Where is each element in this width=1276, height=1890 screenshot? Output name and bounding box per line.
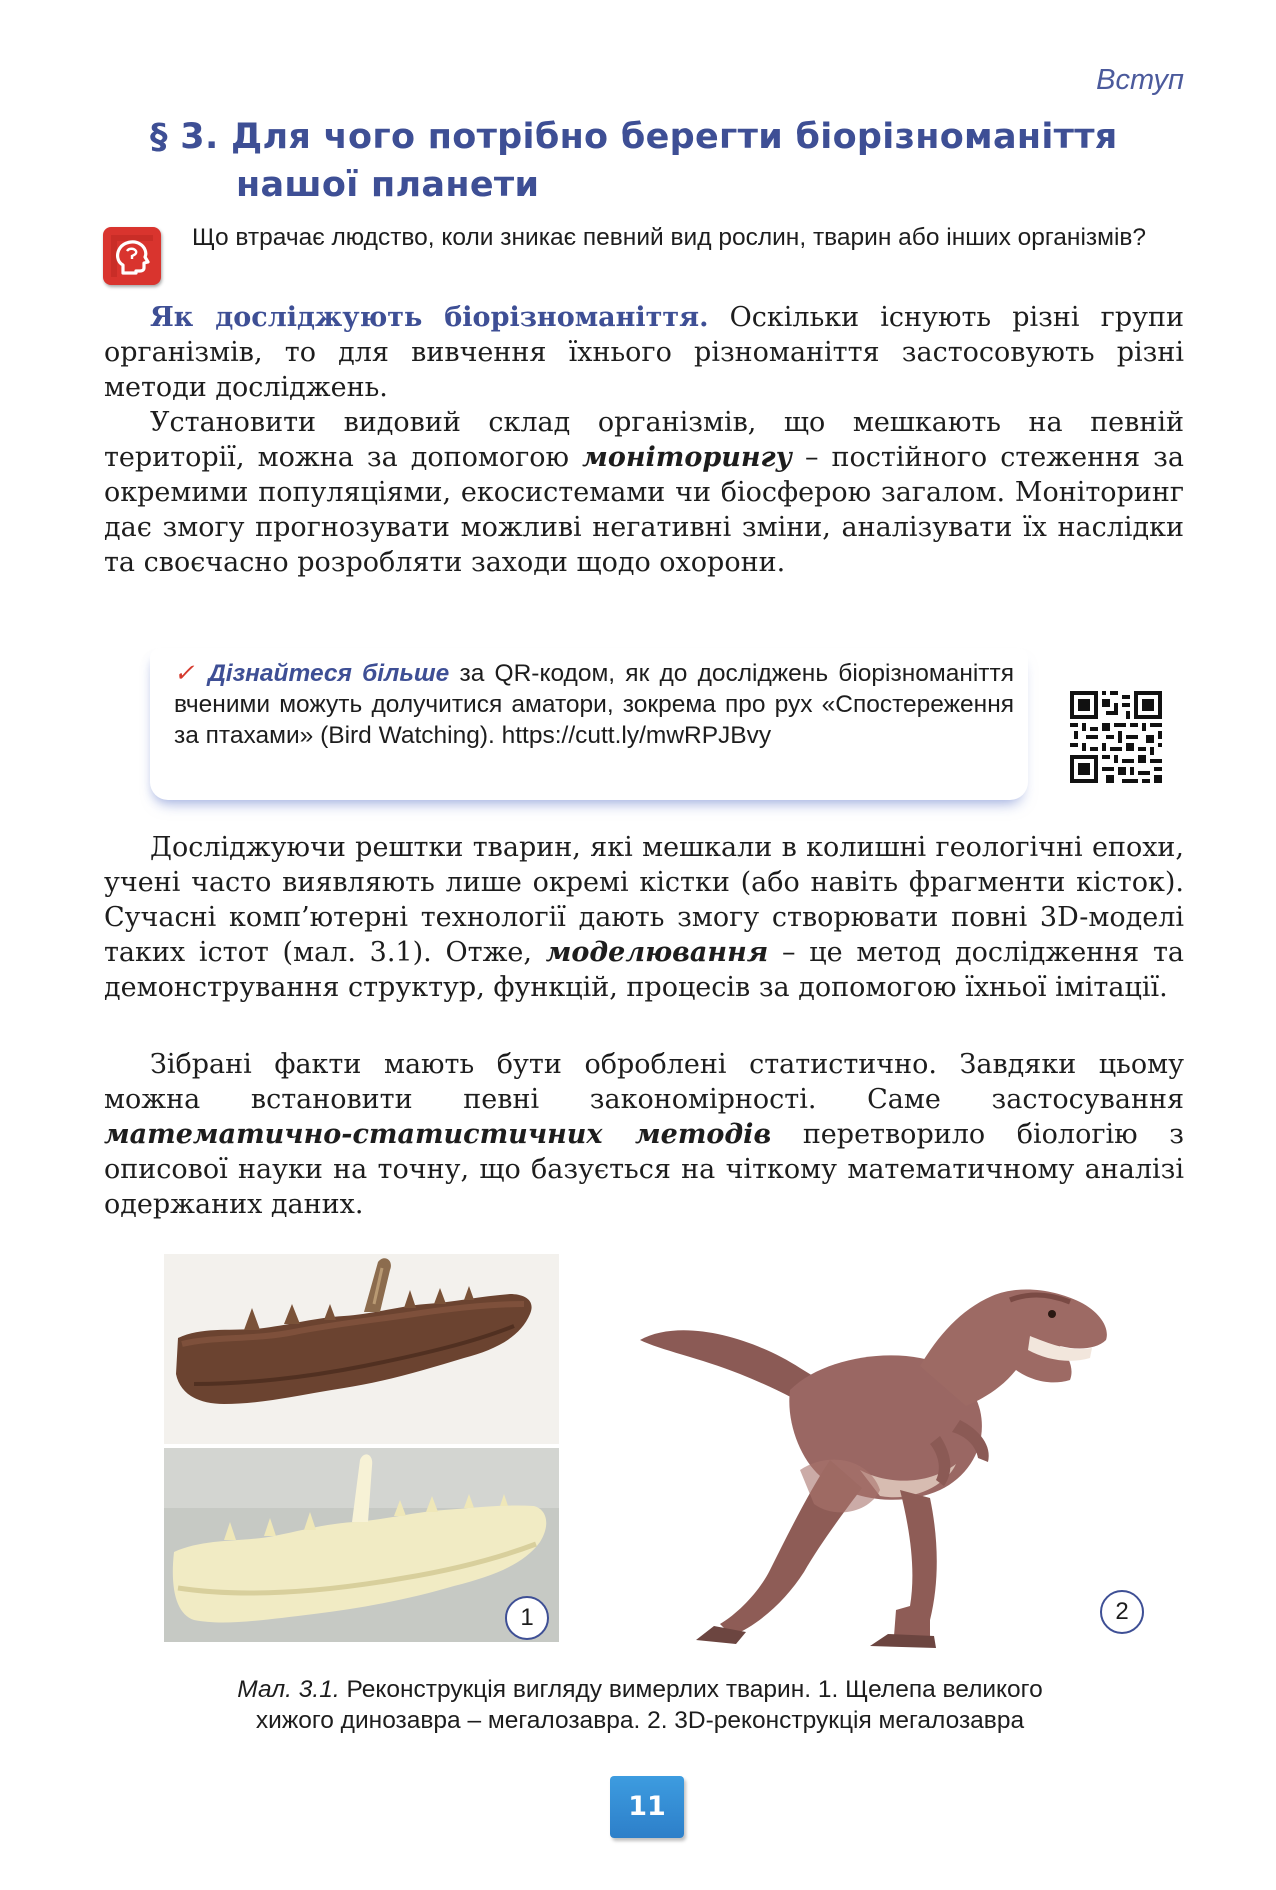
paragraph-text: Досліджуючи рештки тварин, які мешкали в колишні геологічні епохи, учені часто виявляють лише окремі кістки (або навіть фрагменти кісток). Сучасні комп’ютерні технології дають змогу створювати повні 3D-моделі таких істот (мал. 3.1). Отже, (104, 832, 1184, 968)
info-text-body[interactable]: за QR-кодом, як до досліджень біорізноманіття вченими можуть долучитися аматори, зокрема про рух «Спостереження за птахами» (Bird Watching). https://cutt.ly/mwRPJBvy (174, 660, 1014, 749)
question-text: Що втрачає людство, коли зникає певний вид рослин, тварин або інших організмів? (192, 224, 1147, 251)
caption-figure-number: Мал. 3.1. (237, 1676, 340, 1703)
paragraph-modelling (104, 830, 1184, 1005)
paragraph-text: Оскільки існують різні групи організмів, то для вивчення їхнього різноманіття застосовують різні методи досліджень. (104, 302, 1184, 403)
caption-line-2: хижого динозавра – мегалозавра. 2. 3D-реконструкція мегалозавра (255, 1707, 1025, 1734)
thinking-head-icon (103, 227, 161, 285)
paragraph-heading: Як досліджують біорізноманіття. (150, 302, 709, 333)
paragraph-text: перетворило біологію з описової науки на точну, що базується на чіткому математичному аналізі одержаних даних. (104, 1119, 1184, 1220)
printed-jaw-image (164, 1448, 559, 1642)
qr-code-icon[interactable] (1070, 691, 1162, 783)
paragraph-text: Зібрані факти мають бути оброблені статистично. Завдяки цьому можна встановити певні закономірності. Саме застосування (104, 1049, 1184, 1115)
megalosaurus-3d-image (600, 1240, 1160, 1650)
title-line-1: § 3. Для чого потрібно берегти біорізноманіття (150, 117, 1118, 157)
paragraph-text: – постійного стеження за окремими популяціями, екосистемами чи біосферою загалом. Моніторинг дає змогу прогнозувати можливі негативні зміни, аналізувати їх наслідки та своєчасно розробляти заходи щодо охорони. (104, 442, 1184, 578)
figure-label-2: 2 (1100, 1590, 1144, 1634)
check-icon: ✓ (174, 660, 209, 687)
page-number: 11 (628, 1791, 666, 1822)
title-line-2: нашої планети (236, 165, 540, 205)
caption-line-1: Реконструкція вигляду вимерлих тварин. 1. Щелепа великого (339, 1676, 1043, 1703)
paragraph-text: Установити видовий склад організмів, що мешкають на певній території, можна за допомогою (104, 407, 1184, 473)
figure-caption (120, 1674, 1160, 1736)
term-statistical-methods: математично-статистичних методів (104, 1119, 772, 1150)
info-box-text (174, 658, 1014, 751)
paragraph-methods (104, 300, 1184, 580)
term-modelling: моделювання (545, 937, 769, 968)
paragraph-statistics (104, 1047, 1184, 1222)
page-title (150, 113, 1150, 209)
learn-more-label: Дізнайтеся більше (208, 660, 450, 687)
figure-label-1: 1 (505, 1596, 549, 1640)
paragraph-text: – це метод дослідження та демонстрування структур, функцій, процесів за допомогою їхньої імітації. (104, 937, 1184, 1003)
term-monitoring: моніторингу (582, 442, 792, 473)
section-label: Вступ (1096, 64, 1184, 96)
fossil-jaw-image (164, 1254, 559, 1444)
